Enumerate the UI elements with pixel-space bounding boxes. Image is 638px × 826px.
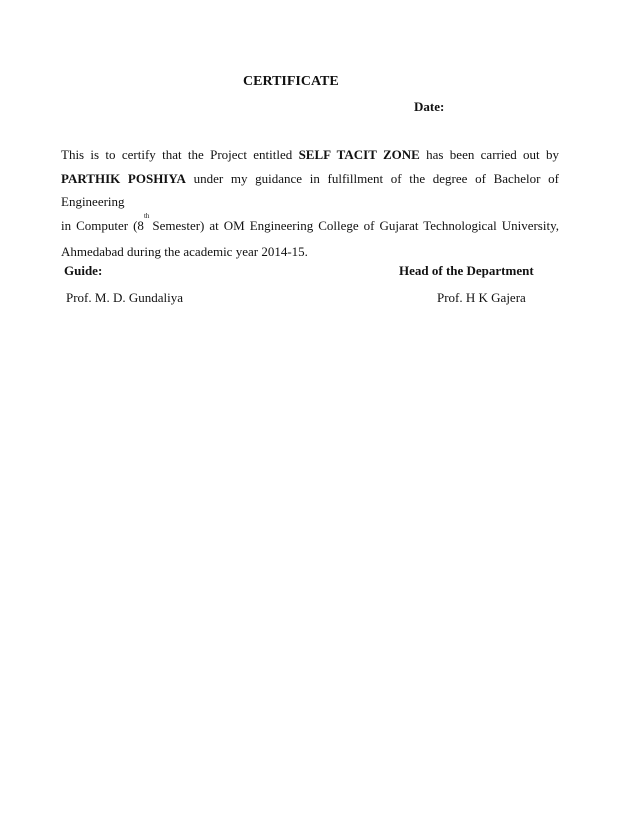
body-line-2 — [61, 167, 559, 214]
hod-name: Prof. H K Gajera — [437, 290, 526, 305]
semester-superscript: th — [143, 211, 150, 220]
student-name: PARTHIK POSHIYA — [61, 170, 186, 186]
body-line-4: Ahmedabad during the academic year 2014-15. — [61, 244, 308, 259]
certificate-body — [61, 143, 559, 264]
certificate-title: CERTIFICATE — [243, 74, 339, 89]
project-name: SELF TACIT ZONE — [298, 147, 420, 162]
date-label: Date: — [414, 99, 445, 114]
body-line-3-prefix: in Computer (8 — [61, 217, 144, 233]
body-line-2-suffix: under my guidance in fulfillment of the degree of Bachelor of Engineering — [61, 170, 559, 209]
body-line-3-suffix: Semester) at OM Engineering College of Gujarat Technological University, — [147, 217, 559, 233]
body-line-1-suffix: has been carried out by — [419, 147, 559, 162]
guide-name: Prof. M. D. Gundaliya — [66, 290, 183, 305]
body-line-3 — [61, 211, 559, 241]
body-line-1-prefix: This is to certify that the Project entitled — [61, 147, 299, 162]
hod-label: Head of the Department — [399, 263, 534, 278]
guide-label: Guide: — [64, 263, 103, 278]
body-line-1 — [61, 143, 559, 167]
